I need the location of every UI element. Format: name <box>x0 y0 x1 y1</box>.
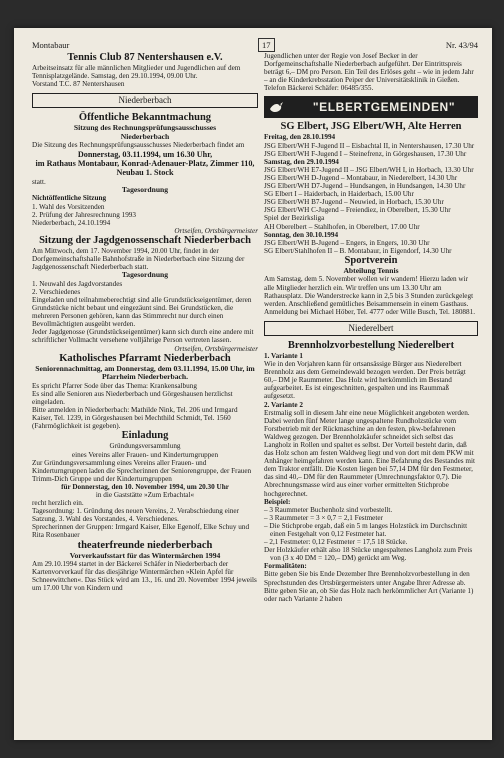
article-subtitle: Abteilung Tennis <box>343 265 399 275</box>
article-text: Am Mittwoch, dem 17. November 1994, 20.00 Uhr, findet in der Dorfgemeinschaftshalle Bahnhofstraße in Niederberbach eine Sitzung der Jagdgenossenschaft Niederberbach statt. <box>32 246 245 272</box>
schedule-item: JSG Elbert/WH F-Jugend II – Eisbachtal II, in Nentershausen, 17.30 Uhr <box>264 141 475 150</box>
article-text: statt. <box>32 177 46 186</box>
schedule-item: SG Elbert I – Haiderbach, in Haiderbach, 15.00 Uhr <box>264 190 414 199</box>
article-text: Wie in den Vorjahren kann für ortsansässige Bürger aus Niederelbert Brennholz aus dem Gemeindewald bezogen werden. Der Preis beträgt 60,– DM je Raummeter. Das Holz wird herkömmlich im Bestand aufgearbeitet. Es ist eingeschnitten, gespalten und ins Raummaß aufgesetzt. <box>264 360 466 401</box>
agenda-item: 2. Prüfung der Jahresrechnung 1993 <box>32 210 136 219</box>
banner-title: "ELBERTGEMEINDEN" <box>312 100 456 115</box>
bird-icon <box>264 100 290 114</box>
page-header <box>32 38 478 52</box>
schedule-item: JSG Elbert/WH D7-Jugend – Hundsangen, in Hundsangen, 14.30 Uhr <box>264 182 466 191</box>
article-subtitle: Niederberbach <box>120 131 170 141</box>
article-text: Am 29.10.1994 startet in der Bäckerei Schäfer in Niederberbach der Kartenvorverkauf für das diesjährige Wintermärchen »Klein Apfel für Schneewittchen«. Das Stück wird am 13., 16. und 20. November 1994 jeweils um 17.00 Uhr von Kindern und <box>32 560 257 593</box>
meeting-place: in die Gaststätte »Zum Erbachtal« <box>95 490 195 499</box>
article-text: Erstmalig soll in diesem Jahr eine neue Möglichkeit angeboten werden. Dabei werden fünf Meter lange ungespaltene Rundholzstücke vom Forstbetrieb mit der Rückmaschine an den festen, pkw-befahrenen Waldweg gezogen. Der Brennholzkäufer schneidet sich selbst das Langholz in Rollen und spaltet es selbst. Der Vorteil besteht darin, daß das Holz schon am festen Waldweg liegt und von dort mit dem PKW mit Anhänger heimgefahren werden kann. Eine Befahrung des Bestandes mit dem Traktor entfällt. Die Kosten liegen bei 57,14 DM für den Festmeter, das sind 40,– DM für den Raummeter (Umrechnungsfaktor 0,7). Die Abrechnungsmasse wird aus einer vorher ermittelten Stichprobe hochgerechnet. <box>264 408 475 498</box>
agenda-heading: Tagesordnung <box>121 184 169 194</box>
meeting-date: für Donnerstag, den 10. November 1994, um 20.30 Uhr <box>61 482 229 491</box>
header-town: Montabaur <box>32 40 70 50</box>
issue-number: Nr. 43/94 <box>445 40 478 50</box>
article-title: Sportverein <box>344 254 398 266</box>
example-list <box>264 506 478 563</box>
article-text: Bitte geben Sie bis Ende Dezember Ihre Brennholzvorbestellung in den Sprechstunden des Ortsbürgermeisters unter Angabe Ihrer Adresse ab. Bitte geben Sie an, ob Sie das Holz nach herkömmlicher Art (Variante 1) oder nach Variante 2 haben <box>264 570 474 603</box>
schedule-item: JSG Elbert/WH B7-Jugend – Neuwied, in Horbach, 15.30 Uhr <box>264 198 444 207</box>
article-signature: Ortseifen, Ortsbürgermeister <box>174 344 258 353</box>
newspaper-page <box>14 28 492 740</box>
page-number: 17 <box>258 38 275 52</box>
agenda-item: 2. Verschiedenes <box>32 287 81 296</box>
variant-heading: 2. Variante 2 <box>264 400 303 409</box>
agenda-item: 1. Wahl des Vorsitzenden <box>32 202 105 211</box>
schedule-item: JSG Elbert/WH B-Jugend – Engers, in Engers, 10.30 Uhr <box>264 238 430 247</box>
article-text: Am Samstag, dem 5. November wollen wir wandern! Hierzu laden wir alle Mitglieder herzlich ein. Wir treffen uns um 13.30 Uhr am Rathausplatz. Die Wanderstrecke kann in 2,5 bis 3 Stunden zurückgelegt werden. Anschließend gemütliches Beisammensein in einem Gasthaus. <box>264 275 474 308</box>
schedule-item: SG Elbert/Stahlhofen II – B. Montabaur, in Eigendorf, 14.30 Uhr <box>264 246 452 255</box>
schedule-item: JSG Elbert/WH C-Jugend – Freiendiez, in Oberelbert, 15.30 Uhr <box>264 206 451 215</box>
article-text: Es sind alle Senioren aus Niederberbach und Görgeshausen herzlichst eingeladen. <box>32 389 233 407</box>
article-text: Jugendlichen unter der Regie von Josef Becker in der Dorfgemeinschaftshalle Niederberbach aufgeführt. Der Eintrittspreis beträgt 6,– DM pro Person. Ein Teil des Erlöses geht – wie in jedem Jahr – an die Kinderkrebsstation Peiper der Universitätsklinik in Gießen. Telefon Bäckerei Schäfer: 06485/355. <box>264 52 474 93</box>
agenda-item: 1. Neuwahl des Jagdvorstandes <box>32 279 123 288</box>
section-box: Niederelbert <box>264 321 478 336</box>
article-text: Es spricht Pfarrer Sode über das Thema: Krankensalbung <box>32 381 197 390</box>
agenda-heading: Tagesordnung <box>121 270 169 280</box>
article-title: theaterfreunde niederberbach <box>77 539 213 551</box>
article-text: Jeder Jagdgenosse (Grundstückseigentümer) kann sich durch eine andere mit schriftlicher Vollmacht versehene volljährige Person vertreten lassen. <box>32 328 254 345</box>
example-heading: Beispiel: <box>264 497 291 506</box>
meeting-place: im Rathaus Montabaur, Konrad-Adenauer-Platz, Zimmer 110, Neubau 1. Stock <box>35 158 255 178</box>
schedule-day: Sonntag, den 30.10.1994 <box>264 230 339 239</box>
article-text: Anmeldung bei Michael Höber, Tel. 4777 oder Wille Busch, Tel. 180881. <box>264 307 476 316</box>
list-item: – 3 Raummeter Buchenholz sind vorbestellt. <box>264 505 393 514</box>
schedule-item: Spiel der Bezirksliga <box>264 214 325 223</box>
formalities-heading: Formalitäten: <box>264 562 307 571</box>
schedule-day: Freitag, den 28.10.1994 <box>264 133 336 142</box>
article-signature: Sprecherinnen der Gruppen: Irmgard Kaiser, Elke Egenolf, Elke Schuy und Rita Rosenbauer <box>32 523 250 540</box>
list-item: – 2,1 Festmeter: 0,12 Festmeter = 17,5 18 Stücke. <box>264 538 408 547</box>
right-column <box>264 52 478 603</box>
article-text: Tagesordnung: 1. Gründung des neuen Vereins, 2. Verabschiedung einer Satzung, 3. Wahl des Vorstandes, 4. Verschiedenes. <box>32 507 240 524</box>
schedule-item: AH Oberelbert – Stahlhofen, in Oberelbert, 17.00 Uhr <box>264 222 420 231</box>
list-item: – Die Stichprobe ergab, daß ein 5 m langes Holzstück im Durchschnitt einen Festgehalt von 0,12 Festmeter hat. <box>264 521 468 538</box>
article-signature: Ortseifen, Ortsbürgermeister <box>174 226 258 235</box>
article-title: Katholisches Pfarramt Niederberbach <box>59 352 231 364</box>
article-text: Zur Gründungsversammlung eines Vereins aller Frauen- und Kinderturngruppen laden die Sprecherinnen der Seniorengruppe, der Frauen Trimm-Dich Gruppe und der Kinderturngruppen <box>32 458 252 483</box>
article-text: Die Sitzung des Rechnungsprüfungsausschusses Niederberbach findet am <box>32 141 245 150</box>
article-title: Sitzung der Jagdgenossenschaft Niederberbach <box>39 234 251 246</box>
schedule-item: JSG Elbert/WH D-Jugend – Montabaur, in Niederelbert, 14.30 Uhr <box>264 173 458 182</box>
variant-heading: 1. Variante 1 <box>264 351 303 360</box>
left-column <box>32 52 258 593</box>
article-date: Niederberbach, 24.10.1994 <box>32 218 111 227</box>
article-text: Bitte anmelden in Niederberbach: Mathilde Nink, Tel. 206 und Irmgard Kaiser, Tel. 1239, in Görgeshausen bei Mechthild Schmidt, Tel. 1560 (Fahrmöglichkeit ist gegeben). <box>32 406 238 431</box>
article-title: Brennholzvorbestellung Niederelbert <box>287 339 455 351</box>
article-subtitle: Vorverkaufsstart für das Wintermärchen 1994 <box>69 550 221 560</box>
article-text: recht herzlich ein. <box>32 499 84 508</box>
article-subtitle: Sitzung des Rechnungsprüfungsausschusses <box>73 123 217 133</box>
article-subtitle: Gründungsversammlung <box>109 442 181 451</box>
section-banner <box>264 96 478 118</box>
article-title: Öffentliche Bekanntmachung <box>78 112 212 124</box>
list-item: – 3 Raummeter = 3 × 0,7 = 2,1 Festmeter <box>264 513 383 522</box>
schedule-item: JSG Elbert/WH E7-Jugend II – JSG Elbert/WH I, in Horbach, 13.30 Uhr <box>264 165 474 174</box>
article-signature: Vorstand T.C. 87 Nentershausen <box>32 80 125 89</box>
article-subtitle: eines Vereins aller Frauen- und Kinderturngruppen <box>71 450 219 459</box>
schedule-day: Samstag, den 29.10.1994 <box>264 157 339 166</box>
agenda-subheading: Nichtöffentliche Sitzung <box>32 194 107 203</box>
section-box: Niederberbach <box>32 93 258 108</box>
article-subtitle: Seniorennachmittag, am Donnerstag, dem 03.11.1994, 15.00 Uhr, im Pfarrheim Niederberbach. <box>35 363 255 382</box>
article-text: Eingeladen und teilnahmeberechtigt sind alle Grundstückseigentümer, deren Grundstücke nicht bebaut und eingezäunt sind. Bei Grundstücken, die mehreren Personen gehören, kann das Stimmrecht nur durch einen Bevollmächtigten ausgeübt werden. <box>32 296 252 329</box>
article-title: Einladung <box>121 430 169 442</box>
article-title: SG Elbert, JSG Elbert/WH, Alte Herren <box>280 121 462 133</box>
list-item: Der Holzkäufer erhält also 18 Stücke ungespaltenes Langholz zum Preis von (3 x 40 DM = 120,– DM) gerückt am Weg. <box>264 546 473 563</box>
article-text: Arbeitseinsatz für alle männlichen Mitglieder und Jugendlichen auf dem Tennisplatzgelände. Samstag, den 29.10.1994, 09.00 Uhr. <box>32 64 241 81</box>
article-title: Tennis Club 87 Nentershausen e.V. <box>67 52 223 63</box>
schedule-item: JSG Elbert/WH F-Jugend I – Steinefrenz, in Görgeshausen, 17.30 Uhr <box>264 149 467 158</box>
meeting-date: Donnerstag, 03.11.1994, um 16.30 Uhr, <box>77 149 213 159</box>
